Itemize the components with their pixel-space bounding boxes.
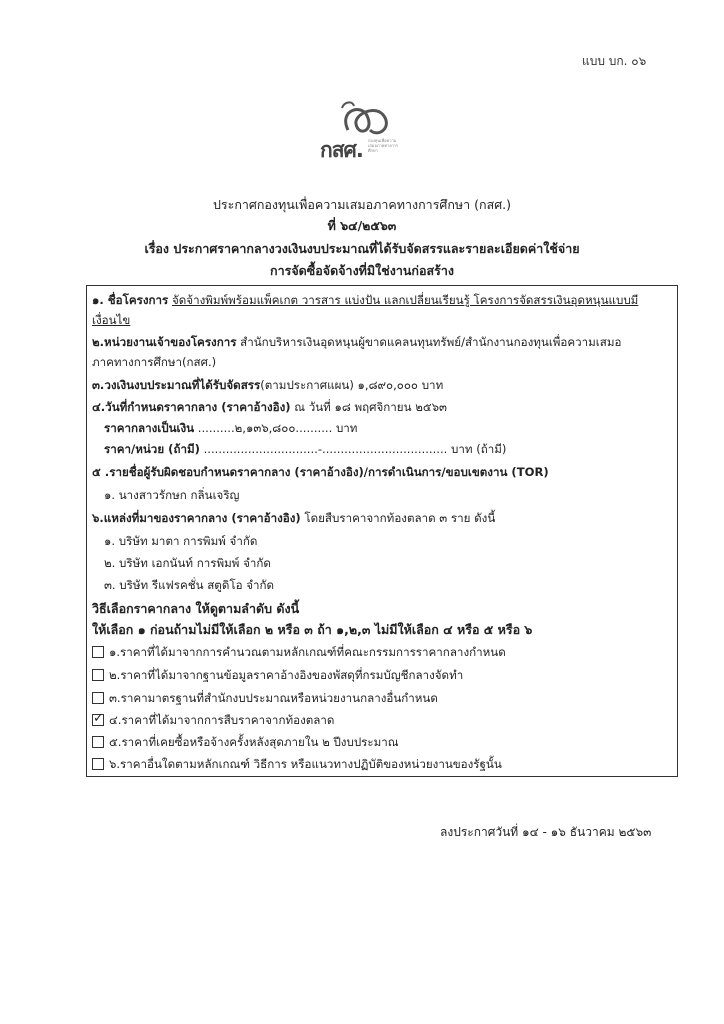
project-label: ๑. ชื่อโครงการ — [92, 293, 169, 307]
option-5-label: ๕.ราคาที่เคยซื้อหรือจ้างครั้งหลังสุดภายใน ๒ ปีงบประมาณ — [109, 735, 399, 749]
mid-price-row — [104, 420, 357, 438]
logo-subtext: กองทุนเพื่อความเสมอภาคทางการศึกษา — [368, 138, 399, 153]
source-item: ๑. บริษัท มาตา การพิมพ์ จำกัด — [104, 534, 258, 548]
budget-value: (ตามประกาศแผน) ๑,๘๙๐,๐๐๐ บาท — [260, 378, 444, 392]
ref-date-value: ณ วันที่ ๑๘ พฤศจิกายน ๒๕๖๓ — [294, 400, 447, 414]
option-4-checkbox[interactable] — [92, 714, 104, 726]
logo-text: กสศ. — [320, 138, 363, 162]
mid-price-value: ..........๒,๑๓๖,๘๐๐.......... บาท — [197, 421, 358, 435]
method-option-3 — [92, 690, 438, 708]
option-4-label: ๔.ราคาที่ได้มาจากการสืบราคาจากท้องตลาด — [109, 713, 335, 727]
mid-price-label: ราคากลางเป็นเงิน — [104, 421, 195, 435]
ref-date-label: ๔.วันที่กำหนดราคากลาง (ราคาอ้างอิง) — [92, 400, 291, 414]
sources-value: โดยสืบราคาจากท้องตลาด ๓ ราย ดังนี้ — [304, 511, 496, 525]
responsible-item: ๑. นางสาวรักษก กลิ่นเจริญ — [104, 488, 240, 502]
option-6-label: ๖.ราคาอื่นใดตามหลักเกณฑ์ วิธีการ หรือแนวทางปฏิบัติของหน่วยงานของรัฐนั้น — [109, 757, 502, 771]
option-5-checkbox[interactable] — [92, 736, 104, 748]
responsible-label: ๕ .รายชื่อผู้รับผิดชอบกำหนดราคากลาง (ราคาอ้างอิง)/การดำเนินการ/ขอบเขตงาน (TOR) — [92, 465, 549, 479]
option-2-label: ๒.ราคาที่ได้มาจากฐานข้อมูลราคาอ้างอิงของพัสดุที่กรมบัญชีกลางจัดทำ — [109, 668, 464, 682]
budget-label: ๓.วงเงินงบประมาณที่ได้รับจัดสรร — [92, 378, 261, 392]
agency-row — [92, 334, 621, 352]
sources-label: ๖.แหล่งที่มาของราคากลาง (ราคาอ้างอิง) — [92, 511, 301, 525]
header-number: ที่ ๖๔/๒๕๖๓ — [327, 218, 397, 233]
project-name: จัดจ้างพิมพ์พร้อมแพ็คเกต วารสาร แบ่งปัน แลกเปลี่ยนเรียนรู้ โครงการจัดสรรเงินอุดหนุนแบบมี — [171, 293, 639, 307]
option-1-checkbox[interactable] — [92, 646, 104, 658]
method-option-6 — [92, 756, 502, 774]
form-code: แบบ บก. ๐๖ — [582, 54, 647, 68]
method-option-5 — [92, 734, 399, 752]
unit-price-value: ...............................-.................................. บาท (ถ้ามี) — [203, 442, 507, 456]
organization-logo — [318, 100, 400, 162]
header-subject-2: การจัดซื้อจัดจ้างที่มิใช่งานก่อสร้าง — [270, 263, 454, 278]
header-org: ประกาศกองทุนเพื่อความเสมอภาคทางการศึกษา (กสศ.) — [212, 197, 512, 212]
ref-date-row — [92, 399, 447, 417]
project-name-cont: เงื่อนไข — [92, 313, 131, 327]
sources-row — [92, 510, 495, 528]
method-option-1 — [92, 644, 506, 662]
announce-date: ลงประกาศวันที่ ๑๔ - ๑๖ ธันวาคม ๒๕๖๓ — [440, 825, 652, 839]
method-instruction: ให้เลือก ๑ ก่อนถ้ามไม่มีให้เลือก ๒ หรือ ๓ ถ้า ๑,๒,๓ ไม่มีให้เลือก ๔ หรือ ๕ หรือ ๖ — [92, 622, 533, 637]
header-subject: เรื่อง ประกาศราคากลางวงเงินงบประมาณที่ได้รับจัดสรรและรายละเอียดค่าใช้จ่าย — [144, 241, 580, 256]
agency-value: สำนักบริหารเงินอุดหนุนผู้ขาดแคลนทุนทรัพย์/สำนักงานกองทุนเพื่อความเสมอ — [240, 335, 622, 349]
method-title: วิธีเลือกราคากลาง ให้ดูตามลำดับ ดังนี้ — [92, 601, 300, 616]
agency-label: ๒.หน่วยงานเจ้าของโครงการ — [92, 335, 237, 349]
source-item: ๒. บริษัท เอกนันท์ การพิมพ์ จำกัด — [104, 556, 271, 570]
unit-price-label: ราคา/หน่วย (ถ้ามี) — [104, 442, 200, 456]
method-option-2 — [92, 667, 463, 685]
option-2-checkbox[interactable] — [92, 669, 104, 681]
source-item: ๓. บริษัท รีแฟรคชั่น สตูดิโอ จำกัด — [104, 578, 275, 592]
option-3-label: ๓.ราคามาตรฐานที่สำนักงบประมาณหรือหน่วยงานกลางอื่นกำหนด — [109, 691, 438, 705]
unit-price-row — [104, 441, 506, 459]
agency-value-cont: ภาคทางการศึกษา(กสศ.) — [92, 355, 217, 369]
option-6-checkbox[interactable] — [92, 758, 104, 770]
project-row — [92, 292, 638, 310]
method-option-4 — [92, 712, 334, 730]
option-3-checkbox[interactable] — [92, 692, 104, 704]
option-1-label: ๑.ราคาที่ได้มาจากการคำนวณตามหลักเกณฑ์ที่คณะกรรมการราคากลางกำหนด — [109, 645, 506, 659]
budget-row — [92, 377, 443, 395]
